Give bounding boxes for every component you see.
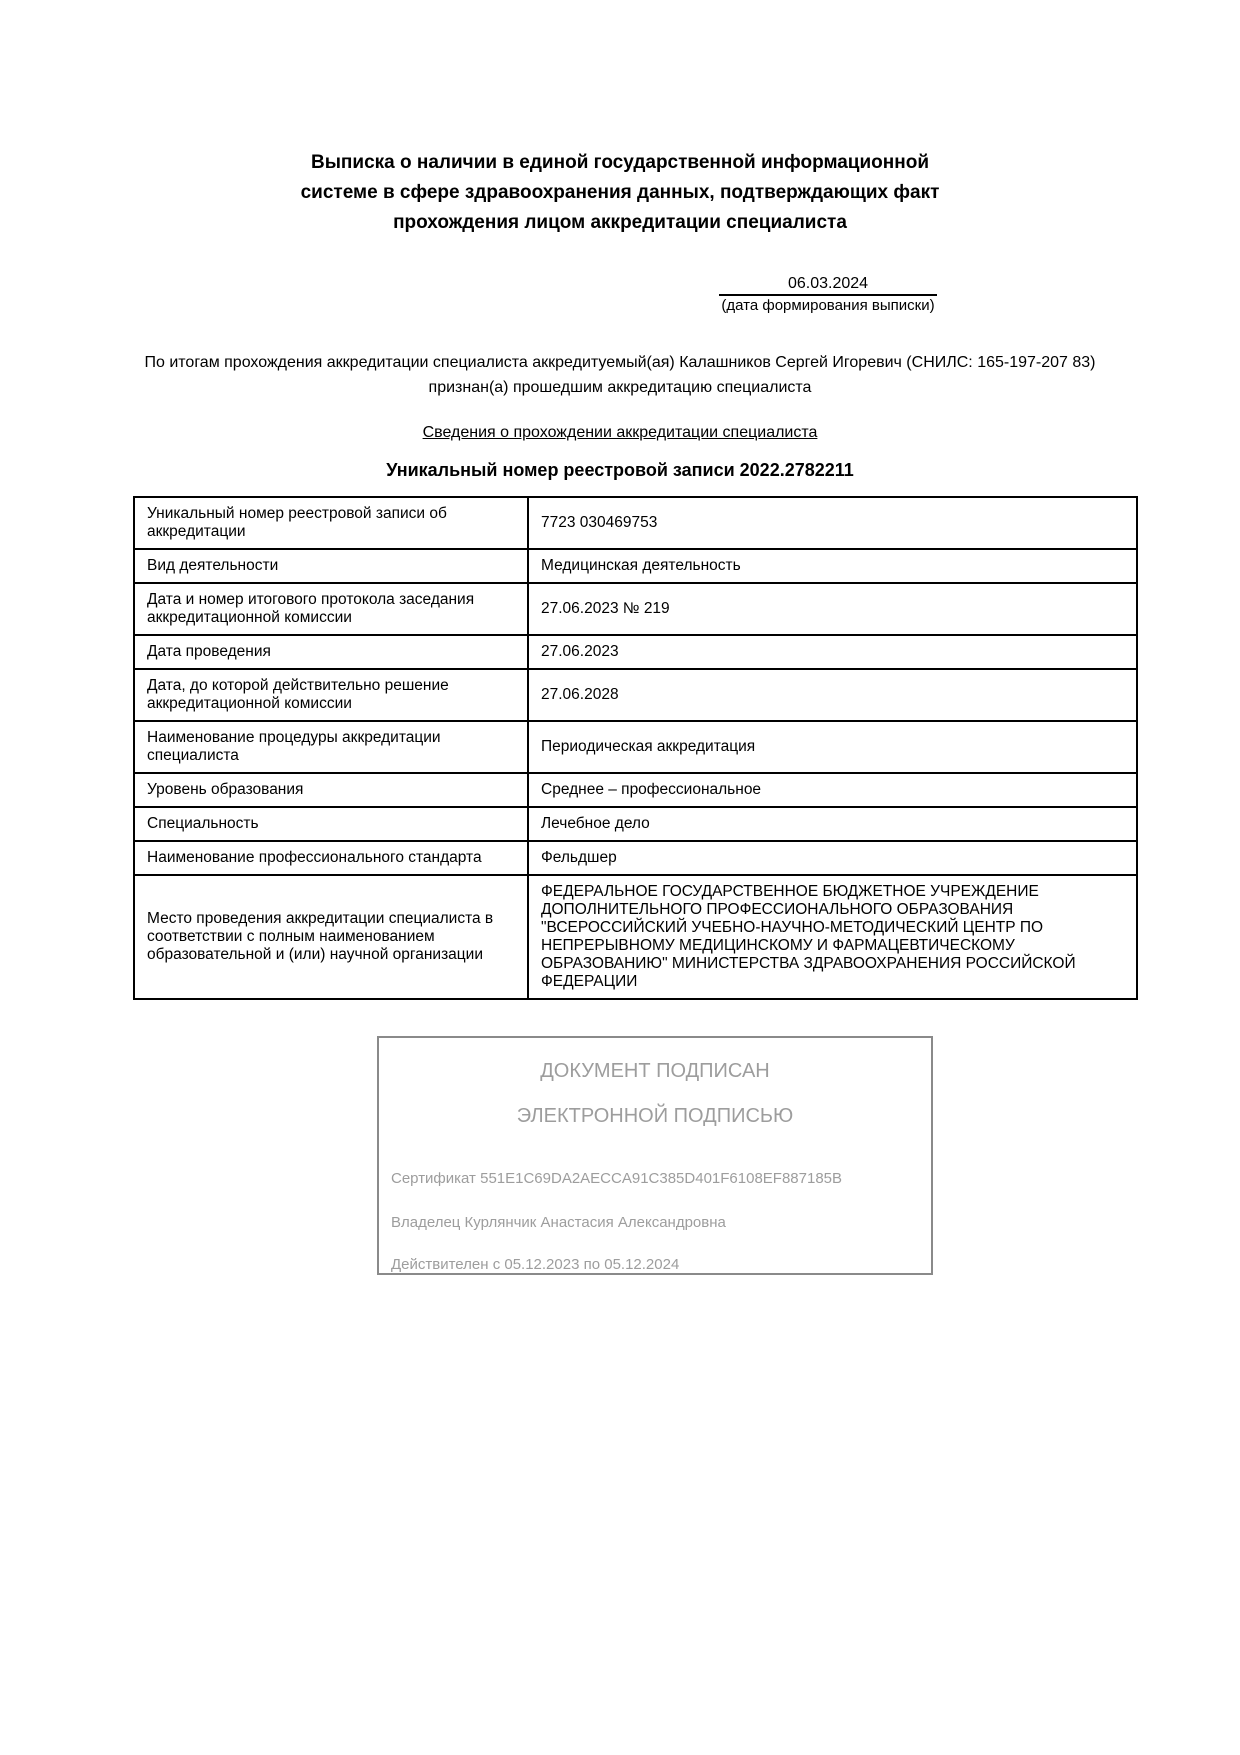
row-value-cell: 27.06.2023 <box>528 635 1137 669</box>
owner-line: Владелец Курлянчик Анастасия Александровна <box>391 1214 726 1231</box>
table-row <box>134 773 1137 807</box>
record-number-heading: Уникальный номер реестровой записи 2022.2782211 <box>386 460 854 480</box>
certificate-line: Сертификат 551E1C69DA2AECCA91C385D401F6108EF887185B <box>391 1170 843 1187</box>
row-label-cell: Вид деятельности <box>134 549 528 583</box>
document-title-line: системе в сфере здравоохранения данных, подтверждающих факт <box>300 182 940 203</box>
signature-stamp <box>377 1036 933 1275</box>
row-label-cell: Уровень образования <box>134 773 528 807</box>
signature-title-line2: ЭЛЕКТРОННОЙ ПОДПИСЬЮ <box>516 1105 794 1127</box>
row-value-cell: Периодическая аккредитация <box>528 721 1137 773</box>
table-row <box>134 549 1137 583</box>
table-row <box>134 875 1137 999</box>
row-label-cell: Место проведения аккредитации специалиста в соответствии с полным наименованием образовательной и (или) научной организации <box>134 875 528 999</box>
row-value-cell: 7723 030469753 <box>528 497 1137 549</box>
row-label-cell: Дата, до которой действительно решение аккредитационной комиссии <box>134 669 528 721</box>
accreditation-table <box>133 496 1138 1000</box>
row-label-cell: Наименование профессионального стандарта <box>134 841 528 875</box>
issue-date: 06.03.2024 <box>719 274 937 296</box>
validity-line: Действителен с 05.12.2023 по 05.12.2024 <box>391 1256 680 1273</box>
row-value-cell: Фельдшер <box>528 841 1137 875</box>
row-value-cell: ФЕДЕРАЛЬНОЕ ГОСУДАРСТВЕННОЕ БЮДЖЕТНОЕ УЧРЕЖДЕНИЕ ДОПОЛНИТЕЛЬНОГО ПРОФЕССИОНАЛЬНОГО ОБРАЗОВАНИЯ "ВСЕРОССИЙСКИЙ УЧЕБНО-НАУЧНО-МЕТОДИЧЕСКИЙ ЦЕНТР ПО НЕПРЕРЫВНОМУ МЕДИЦИНСКОМУ И ФАРМАЦЕВТИЧЕСКОМУ ОБРАЗОВАНИЮ" МИНИСТЕРСТВА ЗДРАВООХРАНЕНИЯ РОССИЙСКОЙ ФЕДЕРАЦИИ <box>528 875 1137 999</box>
row-value-cell: Лечебное дело <box>528 807 1137 841</box>
intro-line: По итогам прохождения аккредитации специалиста аккредитуемый(ая) Калашников Сергей Игоревич (СНИЛС: 165-197-207 83) <box>144 354 1096 371</box>
row-label-cell: Наименование процедуры аккредитации специалиста <box>134 721 528 773</box>
row-value-cell: 27.06.2028 <box>528 669 1137 721</box>
table-row <box>134 497 1137 549</box>
table-row <box>134 635 1137 669</box>
issue-date-caption: (дата формирования выписки) <box>721 297 935 314</box>
document-title-line: Выписка о наличии в единой государственной информационной <box>310 152 930 173</box>
table-row <box>134 583 1137 635</box>
section-heading: Сведения о прохождении аккредитации специалиста <box>422 424 818 441</box>
row-label-cell: Уникальный номер реестровой записи об аккредитации <box>134 497 528 549</box>
intro-line: признан(а) прошедшим аккредитацию специалиста <box>428 379 812 396</box>
row-value-cell: Среднее – профессиональное <box>528 773 1137 807</box>
table-row <box>134 841 1137 875</box>
row-label-cell: Дата проведения <box>134 635 528 669</box>
issue-date-block <box>719 274 937 316</box>
row-value-cell: 27.06.2023 № 219 <box>528 583 1137 635</box>
table-row <box>134 807 1137 841</box>
document-title-line: прохождения лицом аккредитации специалиста <box>393 212 847 233</box>
signature-title-line1: ДОКУМЕНТ ПОДПИСАН <box>540 1060 770 1082</box>
row-label-cell: Специальность <box>134 807 528 841</box>
row-label-cell: Дата и номер итогового протокола заседания аккредитационной комиссии <box>134 583 528 635</box>
document-title <box>0 148 1240 238</box>
table-row <box>134 721 1137 773</box>
row-value-cell: Медицинская деятельность <box>528 549 1137 583</box>
intro-paragraph <box>0 350 1240 400</box>
table-row <box>134 669 1137 721</box>
